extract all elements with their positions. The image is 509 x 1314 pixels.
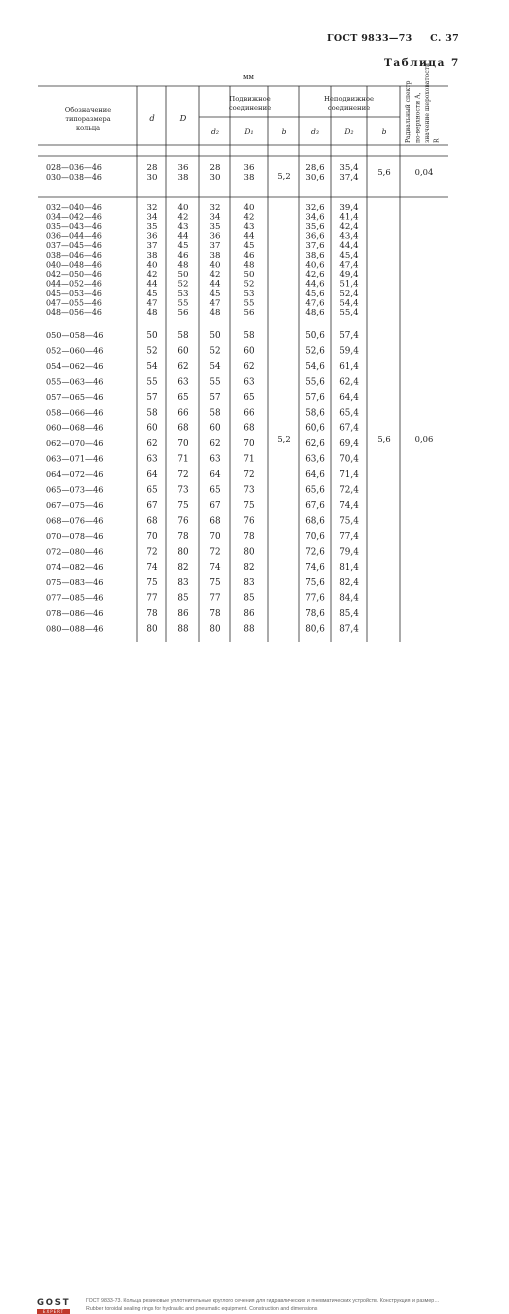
- group2-row-cell: 72: [177, 470, 189, 481]
- group2-row-cell: 67,6: [305, 500, 325, 511]
- group2-dense-row-cell: 36,6: [305, 231, 325, 242]
- group2-dense-row-cell: 44,4: [339, 241, 359, 252]
- group2-dense-row-cell: 44: [209, 279, 221, 290]
- group2-row-designation: 080—088—46: [46, 623, 104, 634]
- group2-row-cell: 85: [177, 593, 189, 604]
- group1-row-cell: 28,6: [305, 163, 325, 173]
- group2-dense-row-cell: 52,4: [339, 288, 359, 299]
- group2-row-designation: 078—086—46: [46, 608, 104, 619]
- group2-row-cell: 61,4: [339, 361, 359, 372]
- group2-dense-row-cell: 54,4: [339, 298, 359, 309]
- group2-row-cell: 76: [177, 516, 189, 527]
- group2-row-cell: 58,6: [305, 408, 325, 419]
- group2-row-cell: 54: [209, 361, 221, 372]
- group2-dense-row-cell: 44: [243, 231, 255, 242]
- group2-row-cell: 60: [209, 423, 221, 434]
- group2-row-cell: 80: [243, 547, 255, 558]
- group2-row-cell: 83: [177, 578, 189, 589]
- standard-number: ГОСТ 9833—73: [327, 33, 413, 44]
- group2-row-cell: 75: [177, 500, 189, 511]
- group2-row-cell: 62: [243, 361, 255, 372]
- group1-b-movable: 5,2: [277, 171, 291, 181]
- group2-dense-row-cell: 40: [209, 260, 221, 271]
- group2-dense-row-cell: 50: [243, 269, 255, 280]
- group1-row-designation: 030—038—46: [46, 173, 102, 182]
- group2-dense-row-cell: 52: [177, 279, 189, 290]
- group2-dense-row-cell: 43: [243, 222, 255, 233]
- group2-row-cell: 60: [146, 423, 158, 434]
- group2-row-designation: 065—073—46: [46, 484, 104, 495]
- group2-row-cell: 65: [209, 485, 221, 496]
- group2-row-cell: 87,4: [339, 624, 359, 635]
- group2-row-cell: 60,6: [305, 423, 325, 434]
- group2-row-cell: 62: [146, 439, 158, 450]
- group2-row-cell: 69,4: [339, 439, 359, 450]
- group2-row-designation: 077—085—46: [46, 592, 104, 603]
- group1-b-fixed: 5,6: [377, 167, 391, 177]
- group2-row-designation: 055—063—46: [46, 376, 104, 387]
- group2-row-cell: 63: [146, 454, 158, 465]
- group2-row-designation: 074—082—46: [46, 561, 104, 572]
- group2-dense-row-designation: 040—048—46: [46, 260, 102, 270]
- group2-row-cell: 81,4: [339, 562, 359, 573]
- group2-row-cell: 82: [243, 562, 255, 573]
- group2-row-cell: 75: [243, 500, 255, 511]
- header-D1: D₁: [244, 127, 254, 136]
- group2-row-cell: 80: [209, 624, 221, 635]
- group2-row-designation: 052—060—46: [46, 345, 104, 356]
- group1-roughness: 0,04: [414, 167, 434, 177]
- group2-row-cell: 70: [209, 531, 221, 542]
- group2-dense-row-cell: 44: [146, 279, 158, 290]
- group2-dense-row-cell: 47: [209, 298, 221, 309]
- group2-row-cell: 75: [209, 578, 221, 589]
- group2-dense-row-designation: 034—042—46: [46, 212, 102, 222]
- group2-row-cell: 72,4: [339, 485, 359, 496]
- group2-row-cell: 77: [146, 593, 158, 604]
- group2-row-cell: 57,6: [305, 392, 325, 403]
- group2-dense-row-cell: 45: [209, 288, 221, 299]
- group2-row-cell: 78,6: [305, 609, 325, 620]
- group2-row-cell: 83: [243, 578, 255, 589]
- group2-dense-row-cell: 45,6: [305, 288, 325, 299]
- group2-row-cell: 55,6: [305, 377, 325, 388]
- group2-dense-row-cell: 47: [146, 298, 158, 309]
- group2-row-cell: 78: [209, 609, 221, 620]
- group2-row-cell: 74,6: [305, 562, 325, 573]
- group2-row-cell: 85: [243, 593, 255, 604]
- group2-dense-row-cell: 55: [177, 298, 189, 309]
- group2-row-cell: 77: [209, 593, 221, 604]
- group2-row-cell: 71: [243, 454, 255, 465]
- group2-row-cell: 68: [209, 516, 221, 527]
- group2-row-cell: 79,4: [339, 547, 359, 558]
- group2-row-cell: 77,6: [305, 593, 325, 604]
- group2-row-cell: 58: [177, 331, 189, 341]
- group2-dense-row-cell: 49,4: [339, 269, 359, 280]
- header-d3: d₃: [311, 127, 319, 136]
- header-b-movable: b: [281, 127, 287, 136]
- group2-row-cell: 72: [209, 547, 221, 558]
- group2-dense-row-cell: 35,6: [305, 222, 325, 233]
- group2-dense-row-cell: 34,6: [305, 212, 325, 223]
- group2-row-cell: 80,6: [305, 624, 325, 635]
- group2-row-cell: 75: [146, 578, 158, 589]
- group2-dense-row-cell: 42: [243, 212, 255, 223]
- group2-row-cell: 67: [146, 500, 158, 511]
- group2-row-cell: 65: [146, 485, 158, 496]
- group2-row-designation: 062—070—46: [46, 438, 104, 449]
- group2-row-cell: 73: [177, 485, 189, 496]
- group2-row-cell: 88: [177, 624, 189, 635]
- group2-row-cell: 68,6: [305, 516, 325, 527]
- group2-row-cell: 74,4: [339, 500, 359, 511]
- group2-row-designation: 070—078—46: [46, 530, 104, 541]
- group2-dense-row-cell: 42: [146, 269, 158, 280]
- group1-row-cell: 28: [209, 163, 221, 173]
- group1-row-cell: 38: [243, 173, 255, 183]
- group2-dense-row-cell: 55,4: [339, 308, 359, 319]
- group2-row-designation: 057—065—46: [46, 391, 104, 402]
- header-designation: Обозначение: [64, 106, 112, 114]
- group2-dense-row-cell: 42: [177, 212, 189, 223]
- gost-expert-logo: GOST EXPERT: [37, 1298, 71, 1314]
- group2-row-cell: 85,4: [339, 609, 359, 620]
- group1-row-cell: 38: [177, 173, 189, 183]
- group2-row-cell: 58: [146, 408, 158, 419]
- group1-row-cell: 36: [243, 163, 255, 173]
- group2-row-cell: 60: [177, 346, 189, 357]
- group2-row-cell: 68: [243, 423, 255, 434]
- group2-row-cell: 60: [243, 346, 255, 357]
- group2-row-designation: 067—075—46: [46, 499, 104, 510]
- group2-row-cell: 54: [146, 361, 158, 372]
- header-movable: Подвижное: [229, 95, 271, 103]
- group2-row-cell: 78: [243, 531, 255, 542]
- group2-dense-row-cell: 39,4: [339, 203, 359, 213]
- group1-row-cell: 30: [209, 173, 221, 183]
- group2-row-cell: 86: [243, 609, 255, 620]
- group2-row-cell: 70,4: [339, 454, 359, 465]
- group2-row-cell: 76: [243, 516, 255, 527]
- group2-b-fixed: 5,6: [377, 434, 391, 444]
- group2-row-cell: 65: [243, 392, 255, 403]
- group2-row-cell: 50: [146, 331, 158, 341]
- group2-dense-row-cell: 35: [209, 222, 221, 233]
- group2-dense-row-cell: 51,4: [339, 279, 359, 290]
- group2-row-cell: 63: [177, 377, 189, 388]
- group2-dense-row-cell: 48: [209, 308, 221, 319]
- group2-dense-row-cell: 43,4: [339, 231, 359, 242]
- group2-row-cell: 62,6: [305, 439, 325, 450]
- group2-row-cell: 68: [177, 423, 189, 434]
- group2-dense-row-cell: 45,4: [339, 250, 359, 261]
- group2-dense-row-cell: 48: [146, 308, 158, 319]
- group2-row-cell: 75,4: [339, 516, 359, 527]
- group2-dense-row-cell: 42,4: [339, 222, 359, 233]
- group2-dense-row-designation: 038—046—46: [46, 250, 102, 260]
- group2-dense-row-designation: 048—056—46: [46, 308, 102, 318]
- group2-row-cell: 82: [177, 562, 189, 573]
- group2-dense-row-cell: 46: [177, 250, 189, 261]
- header-roughness: значение шероховатости: [424, 63, 431, 143]
- group2-row-designation: 075—083—46: [46, 577, 104, 588]
- group2-row-cell: 64: [146, 470, 158, 481]
- group2-dense-row-cell: 40: [243, 203, 255, 213]
- group2-dense-row-cell: 53: [243, 288, 255, 299]
- group2-dense-row-cell: 56: [177, 308, 189, 319]
- group2-dense-row-designation: 045—053—46: [46, 288, 102, 298]
- group2-dense-row-designation: 037—045—46: [46, 241, 102, 251]
- group2-dense-row-designation: 044—052—46: [46, 279, 102, 289]
- group1-row-cell: 30: [146, 173, 158, 183]
- group2-row-cell: 70,6: [305, 531, 325, 542]
- group2-dense-row-cell: 44,6: [305, 279, 325, 290]
- group2-dense-row-designation: 047—055—46: [46, 298, 102, 308]
- group2-row-cell: 66: [177, 408, 189, 419]
- group2-row-cell: 58: [209, 408, 221, 419]
- group2-row-designation: 058—066—46: [46, 407, 104, 418]
- group2-row-cell: 65: [177, 392, 189, 403]
- group2-dense-row-cell: 32: [209, 203, 221, 213]
- group2-row-cell: 80: [146, 624, 158, 635]
- group2-dense-row-designation: 035—043—46: [46, 222, 102, 232]
- group2-row-cell: 54,6: [305, 361, 325, 372]
- group1-row-cell: 28: [146, 163, 158, 173]
- group2-row-designation: 063—071—46: [46, 453, 104, 464]
- group2-row-cell: 52: [146, 346, 158, 357]
- group2-row-cell: 84,4: [339, 593, 359, 604]
- group2-dense-row-cell: 32,6: [305, 203, 325, 213]
- header-D: D: [179, 113, 187, 123]
- group2-row-cell: 50: [209, 331, 221, 341]
- group2-row-cell: 57: [209, 392, 221, 403]
- group2-row-cell: 71,4: [339, 470, 359, 481]
- group2-dense-row-designation: 042—050—46: [46, 269, 102, 279]
- group2-dense-row-cell: 48,6: [305, 308, 325, 319]
- group2-row-cell: 62,4: [339, 377, 359, 388]
- group2-row-cell: 50,6: [305, 331, 325, 341]
- group2-row-cell: 70: [243, 439, 255, 450]
- group2-dense-row-cell: 48: [177, 260, 189, 271]
- group2-row-cell: 86: [177, 609, 189, 620]
- header-d2: d₂: [211, 127, 219, 136]
- group2-row-cell: 78: [177, 531, 189, 542]
- group2-row-cell: 57,4: [339, 331, 359, 341]
- group2-dense-row-cell: 47,4: [339, 260, 359, 271]
- group2-dense-row-cell: 35: [146, 222, 158, 233]
- group2-row-cell: 70: [146, 531, 158, 542]
- group2-row-cell: 80: [177, 547, 189, 558]
- group2-row-cell: 74: [146, 562, 158, 573]
- header-roughness: по-верхности А,: [414, 92, 422, 143]
- footer: [0, 644, 509, 1314]
- group2-row-cell: 72,6: [305, 547, 325, 558]
- units-label: мм: [243, 73, 254, 81]
- footer-title-en: Rubber toroidal sealing rings for hydraulic and pneumatic equipment. Construction and dimensions: [86, 1306, 318, 1312]
- group2-dense-row-cell: 40: [146, 260, 158, 271]
- group2-row-cell: 62: [209, 439, 221, 450]
- group2-row-cell: 64,6: [305, 470, 325, 481]
- header-d: d: [149, 113, 155, 123]
- group2-dense-row-designation: 036—044—46: [46, 231, 102, 241]
- group2-row-designation: 060—068—46: [46, 422, 104, 433]
- group2-dense-row-cell: 45: [177, 241, 189, 252]
- group2-dense-row-cell: 36: [209, 231, 221, 242]
- group2-row-cell: 63: [209, 454, 221, 465]
- header-roughness: R: [433, 138, 441, 143]
- footer-title-ru: ГОСТ 9833-73. Кольца резиновые уплотнительные круглого сечения для гидравлических и пневматических устройств. Конструкция и размер…: [86, 1298, 440, 1304]
- table-title: Таблица 7: [384, 57, 460, 69]
- group1-row-designation: 028—036—46: [46, 163, 102, 172]
- group2-roughness: 0,06: [414, 434, 434, 444]
- group2-row-cell: 65,6: [305, 485, 325, 496]
- group2-row-cell: 58: [243, 331, 255, 341]
- group2-dense-row-cell: 37: [146, 241, 158, 252]
- group2-row-cell: 52: [209, 346, 221, 357]
- group2-dense-row-cell: 45: [146, 288, 158, 299]
- group2-row-cell: 73: [243, 485, 255, 496]
- group2-row-cell: 65,4: [339, 408, 359, 419]
- header-movable: соединение: [228, 104, 272, 112]
- group2-row-cell: 71: [177, 454, 189, 465]
- group2-dense-row-cell: 36: [146, 231, 158, 242]
- group2-dense-row-cell: 37,6: [305, 241, 325, 252]
- group1-row-cell: 36: [177, 163, 189, 173]
- group2-dense-row-cell: 55: [243, 298, 255, 309]
- group2-dense-row-cell: 34: [146, 212, 158, 223]
- group2-row-cell: 63,6: [305, 454, 325, 465]
- group2-dense-row-cell: 42,6: [305, 269, 325, 280]
- group2-row-cell: 70: [177, 439, 189, 450]
- group2-dense-row-designation: 032—040—46: [46, 203, 102, 212]
- group2-row-cell: 62: [177, 361, 189, 372]
- group2-row-designation: 068—076—46: [46, 515, 104, 526]
- group2-row-cell: 75,6: [305, 578, 325, 589]
- header-fixed: Неподвижное: [323, 95, 375, 103]
- group2-dense-row-cell: 52: [243, 279, 255, 290]
- group2-row-cell: 52,6: [305, 346, 325, 357]
- group2-row-cell: 72: [243, 470, 255, 481]
- group2-row-designation: 054—062—46: [46, 360, 104, 371]
- group2-dense-row-cell: 53: [177, 288, 189, 299]
- group2-dense-row-cell: 38: [146, 250, 158, 261]
- group2-row-cell: 64: [209, 470, 221, 481]
- header-D2: D₂: [344, 127, 354, 136]
- group2-dense-row-cell: 41,4: [339, 212, 359, 223]
- group2-row-cell: 74: [209, 562, 221, 573]
- group2-row-cell: 57: [146, 392, 158, 403]
- group2-row-cell: 68: [146, 516, 158, 527]
- group2-row-cell: 67,4: [339, 423, 359, 434]
- group2-dense-row-cell: 56: [243, 308, 255, 319]
- group2-row-cell: 78: [146, 609, 158, 620]
- group2-dense-row-cell: 42: [209, 269, 221, 280]
- group2-row-cell: 55: [209, 377, 221, 388]
- header-b-fixed: b: [381, 127, 387, 136]
- group2-row-designation: 072—080—46: [46, 546, 104, 557]
- group2-dense-row-cell: 37: [209, 241, 221, 252]
- group2-dense-row-cell: 38,6: [305, 250, 325, 261]
- group2-dense-row-cell: 40,6: [305, 260, 325, 271]
- group1-row-cell: 35,4: [339, 163, 359, 173]
- group2-dense-row-cell: 47,6: [305, 298, 325, 309]
- group1-row-cell: 37,4: [339, 173, 359, 183]
- group2-dense-row-cell: 43: [177, 222, 189, 233]
- page-number: С. 37: [430, 33, 460, 44]
- group2-row-cell: 67: [209, 500, 221, 511]
- group2-dense-row-cell: 45: [243, 241, 255, 252]
- group2-dense-row-cell: 32: [146, 203, 158, 213]
- group2-row-cell: 55: [146, 377, 158, 388]
- group2-row-cell: 63: [243, 377, 255, 388]
- group2-row-designation: 050—058—46: [46, 330, 104, 340]
- header-fixed: соединение: [327, 104, 371, 112]
- group2-b-movable: 5,2: [277, 434, 291, 444]
- group2-dense-row-cell: 44: [177, 231, 189, 242]
- header-roughness: Радиальный спектр: [405, 80, 412, 143]
- group2-row-cell: 77,4: [339, 531, 359, 542]
- group2-row-cell: 82,4: [339, 578, 359, 589]
- group2-dense-row-cell: 38: [209, 250, 221, 261]
- group2-dense-row-cell: 48: [243, 260, 255, 271]
- group1-row-cell: 30,6: [305, 173, 325, 183]
- group2-row-cell: 59,4: [339, 346, 359, 357]
- group2-row-cell: 64,4: [339, 392, 359, 403]
- header-designation: кольца: [75, 124, 101, 132]
- group2-row-cell: 88: [243, 624, 255, 635]
- header-designation: типоразмера: [65, 115, 111, 123]
- group2-dense-row-cell: 40: [177, 203, 189, 213]
- group2-row-cell: 72: [146, 547, 158, 558]
- group2-dense-row-cell: 50: [177, 269, 189, 280]
- group2-dense-row-cell: 46: [243, 250, 255, 261]
- group2-dense-row-cell: 34: [209, 212, 221, 223]
- group2-row-cell: 66: [243, 408, 255, 419]
- group2-row-designation: 064—072—46: [46, 469, 104, 480]
